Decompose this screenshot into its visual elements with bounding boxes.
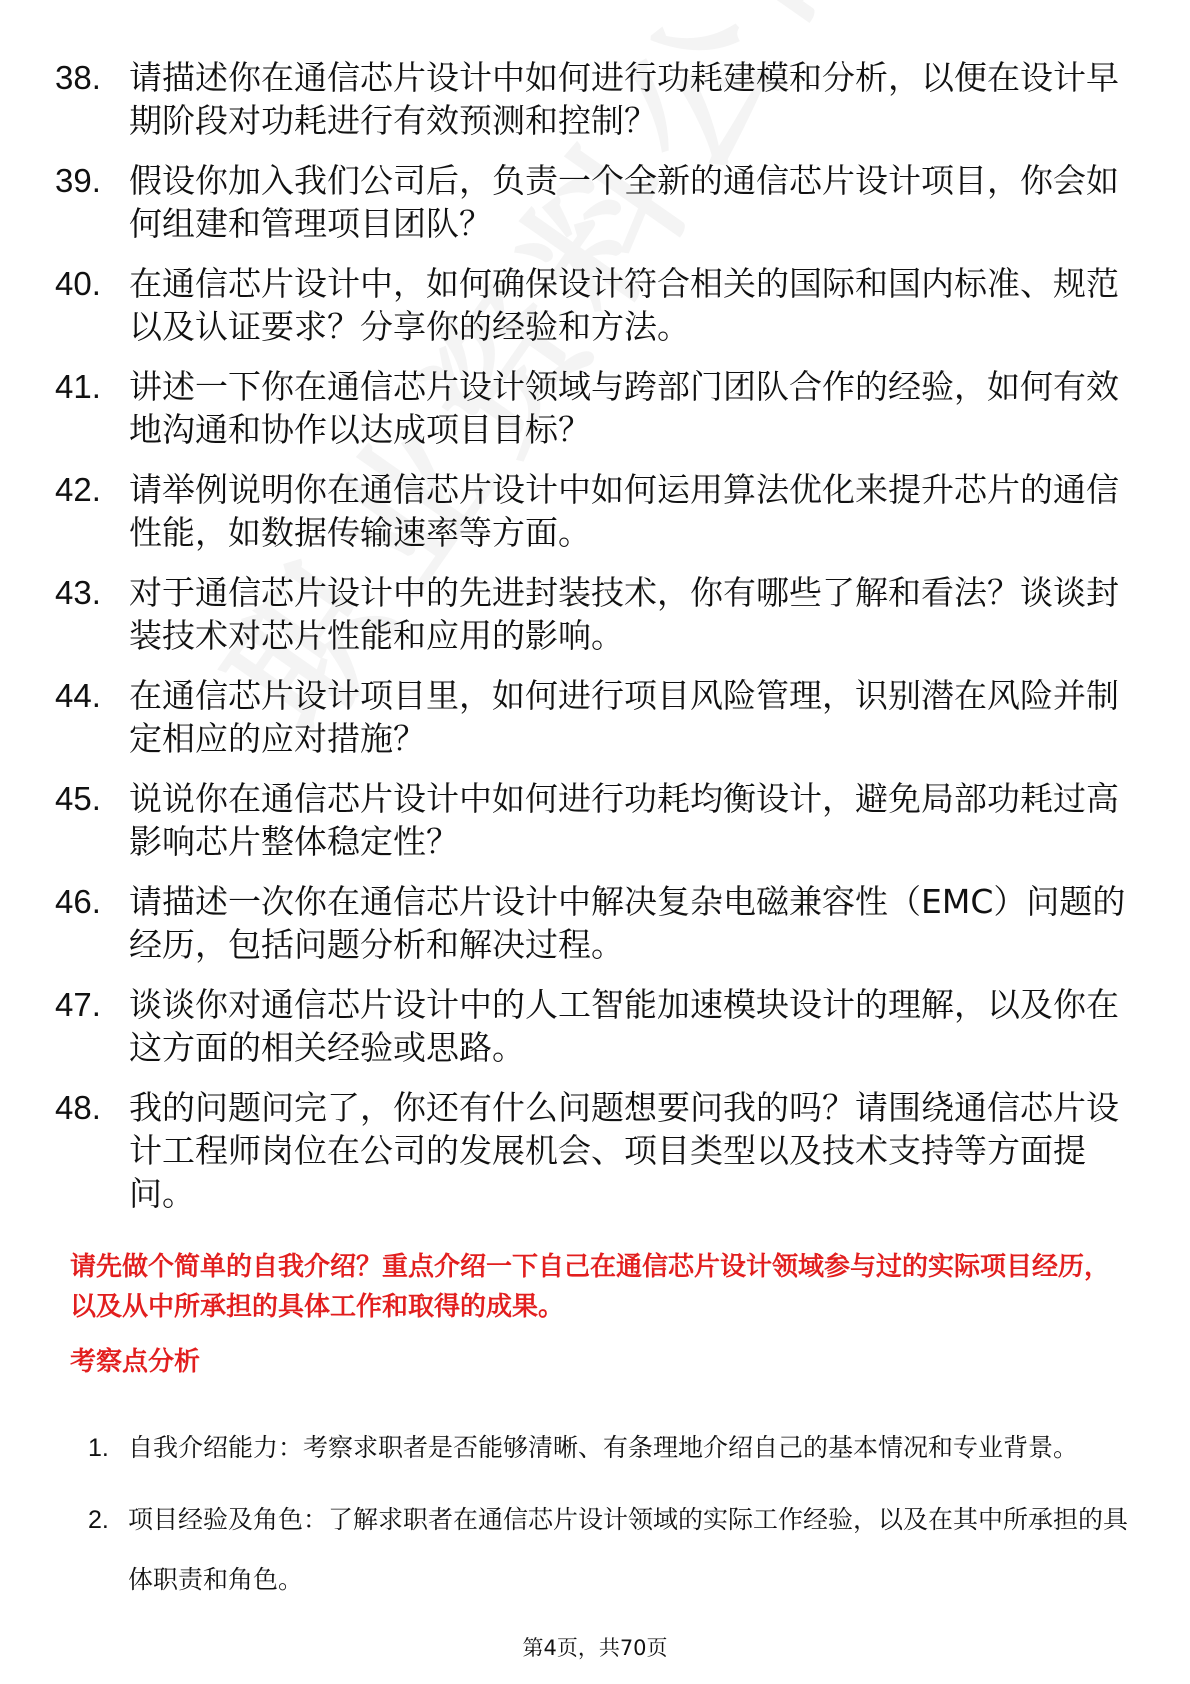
highlight-question: 请先做个简单的自我介绍？重点介绍一下自己在通信芯片设计领域参与过的实际项目经历，以及从中所承担的具体工作和取得的成果。 [70, 1252, 1111, 1322]
question-text: 讲述一下你在通信芯片设计领域与跨部门团队合作的经验，如何有效地沟通和协作以达成项目目标？ [129, 367, 1119, 449]
list-item [55, 1086, 1135, 1215]
analysis-text: 自我介绍能力：考察求职者是否能够清晰、有条理地介绍自己的基本情况和专业背景。 [128, 1433, 1079, 1462]
question-number: 40. [55, 265, 101, 302]
question-text: 我的问题问完了，你还有什么问题想要问我的吗？请围绕通信芯片设计工程师岗位在公司的发展机会、项目类型以及技术支持等方面提问。 [129, 1088, 1119, 1213]
question-number: 44. [55, 677, 101, 714]
question-number: 47. [55, 986, 101, 1023]
list-item [55, 262, 1135, 348]
question-number: 38. [55, 59, 101, 96]
question-text: 对于通信芯片设计中的先进封装技术，你有哪些了解和看法？谈谈封装技术对芯片性能和应用的影响。 [129, 573, 1119, 655]
analysis-number: 2. [88, 1506, 109, 1534]
question-text: 假设你加入我们公司后，负责一个全新的通信芯片设计项目，你会如何组建和管理项目团队？ [129, 161, 1119, 243]
question-number: 48. [55, 1089, 101, 1126]
analysis-number: 1. [88, 1434, 109, 1462]
question-number: 42. [55, 471, 101, 508]
question-number: 39. [55, 162, 101, 199]
list-item [55, 159, 1135, 245]
analysis-text: 项目经验及角色：了解求职者在通信芯片设计领域的实际工作经验，以及在其中所承担的具体职责和角色。 [128, 1505, 1129, 1594]
question-text: 请举例说明你在通信芯片设计中如何运用算法优化来提升芯片的通信性能，如数据传输速率等方面。 [129, 470, 1119, 552]
list-item [55, 56, 1135, 142]
question-text: 说说你在通信芯片设计中如何进行功耗均衡设计，避免局部功耗过高影响芯片整体稳定性？ [129, 779, 1119, 861]
question-number: 45. [55, 780, 101, 817]
question-number: 41. [55, 368, 101, 405]
list-item [55, 983, 1135, 1069]
question-text: 在通信芯片设计中，如何确保设计符合相关的国际和国内标准、规范以及认证要求？分享你的经验和方法。 [129, 264, 1119, 346]
list-item [88, 1490, 1133, 1610]
question-number: 43. [55, 574, 101, 611]
question-text: 请描述一次你在通信芯片设计中解决复杂电磁兼容性（EMC）问题的经历，包括问题分析和解决过程。 [129, 882, 1126, 964]
question-text: 在通信芯片设计项目里，如何进行项目风险管理，识别潜在风险并制定相应的应对措施？ [129, 676, 1119, 758]
question-number: 46. [55, 883, 101, 920]
list-item [55, 674, 1135, 760]
list-item [55, 571, 1135, 657]
question-list [55, 56, 1135, 1232]
list-item [55, 777, 1135, 863]
analysis-list [88, 1418, 1133, 1622]
list-item [55, 468, 1135, 554]
question-text: 谈谈你对通信芯片设计中的人工智能加速模块设计的理解，以及你在这方面的相关经验或思路。 [129, 985, 1119, 1067]
list-item [55, 880, 1135, 966]
page-footer: 第4页，共70页 [522, 1636, 668, 1660]
section-title: 考察点分析 [70, 1347, 201, 1377]
question-text: 请描述你在通信芯片设计中如何进行功耗建模和分析，以便在设计早期阶段对功耗进行有效预测和控制？ [129, 58, 1119, 140]
list-item [88, 1418, 1133, 1478]
list-item [55, 365, 1135, 451]
